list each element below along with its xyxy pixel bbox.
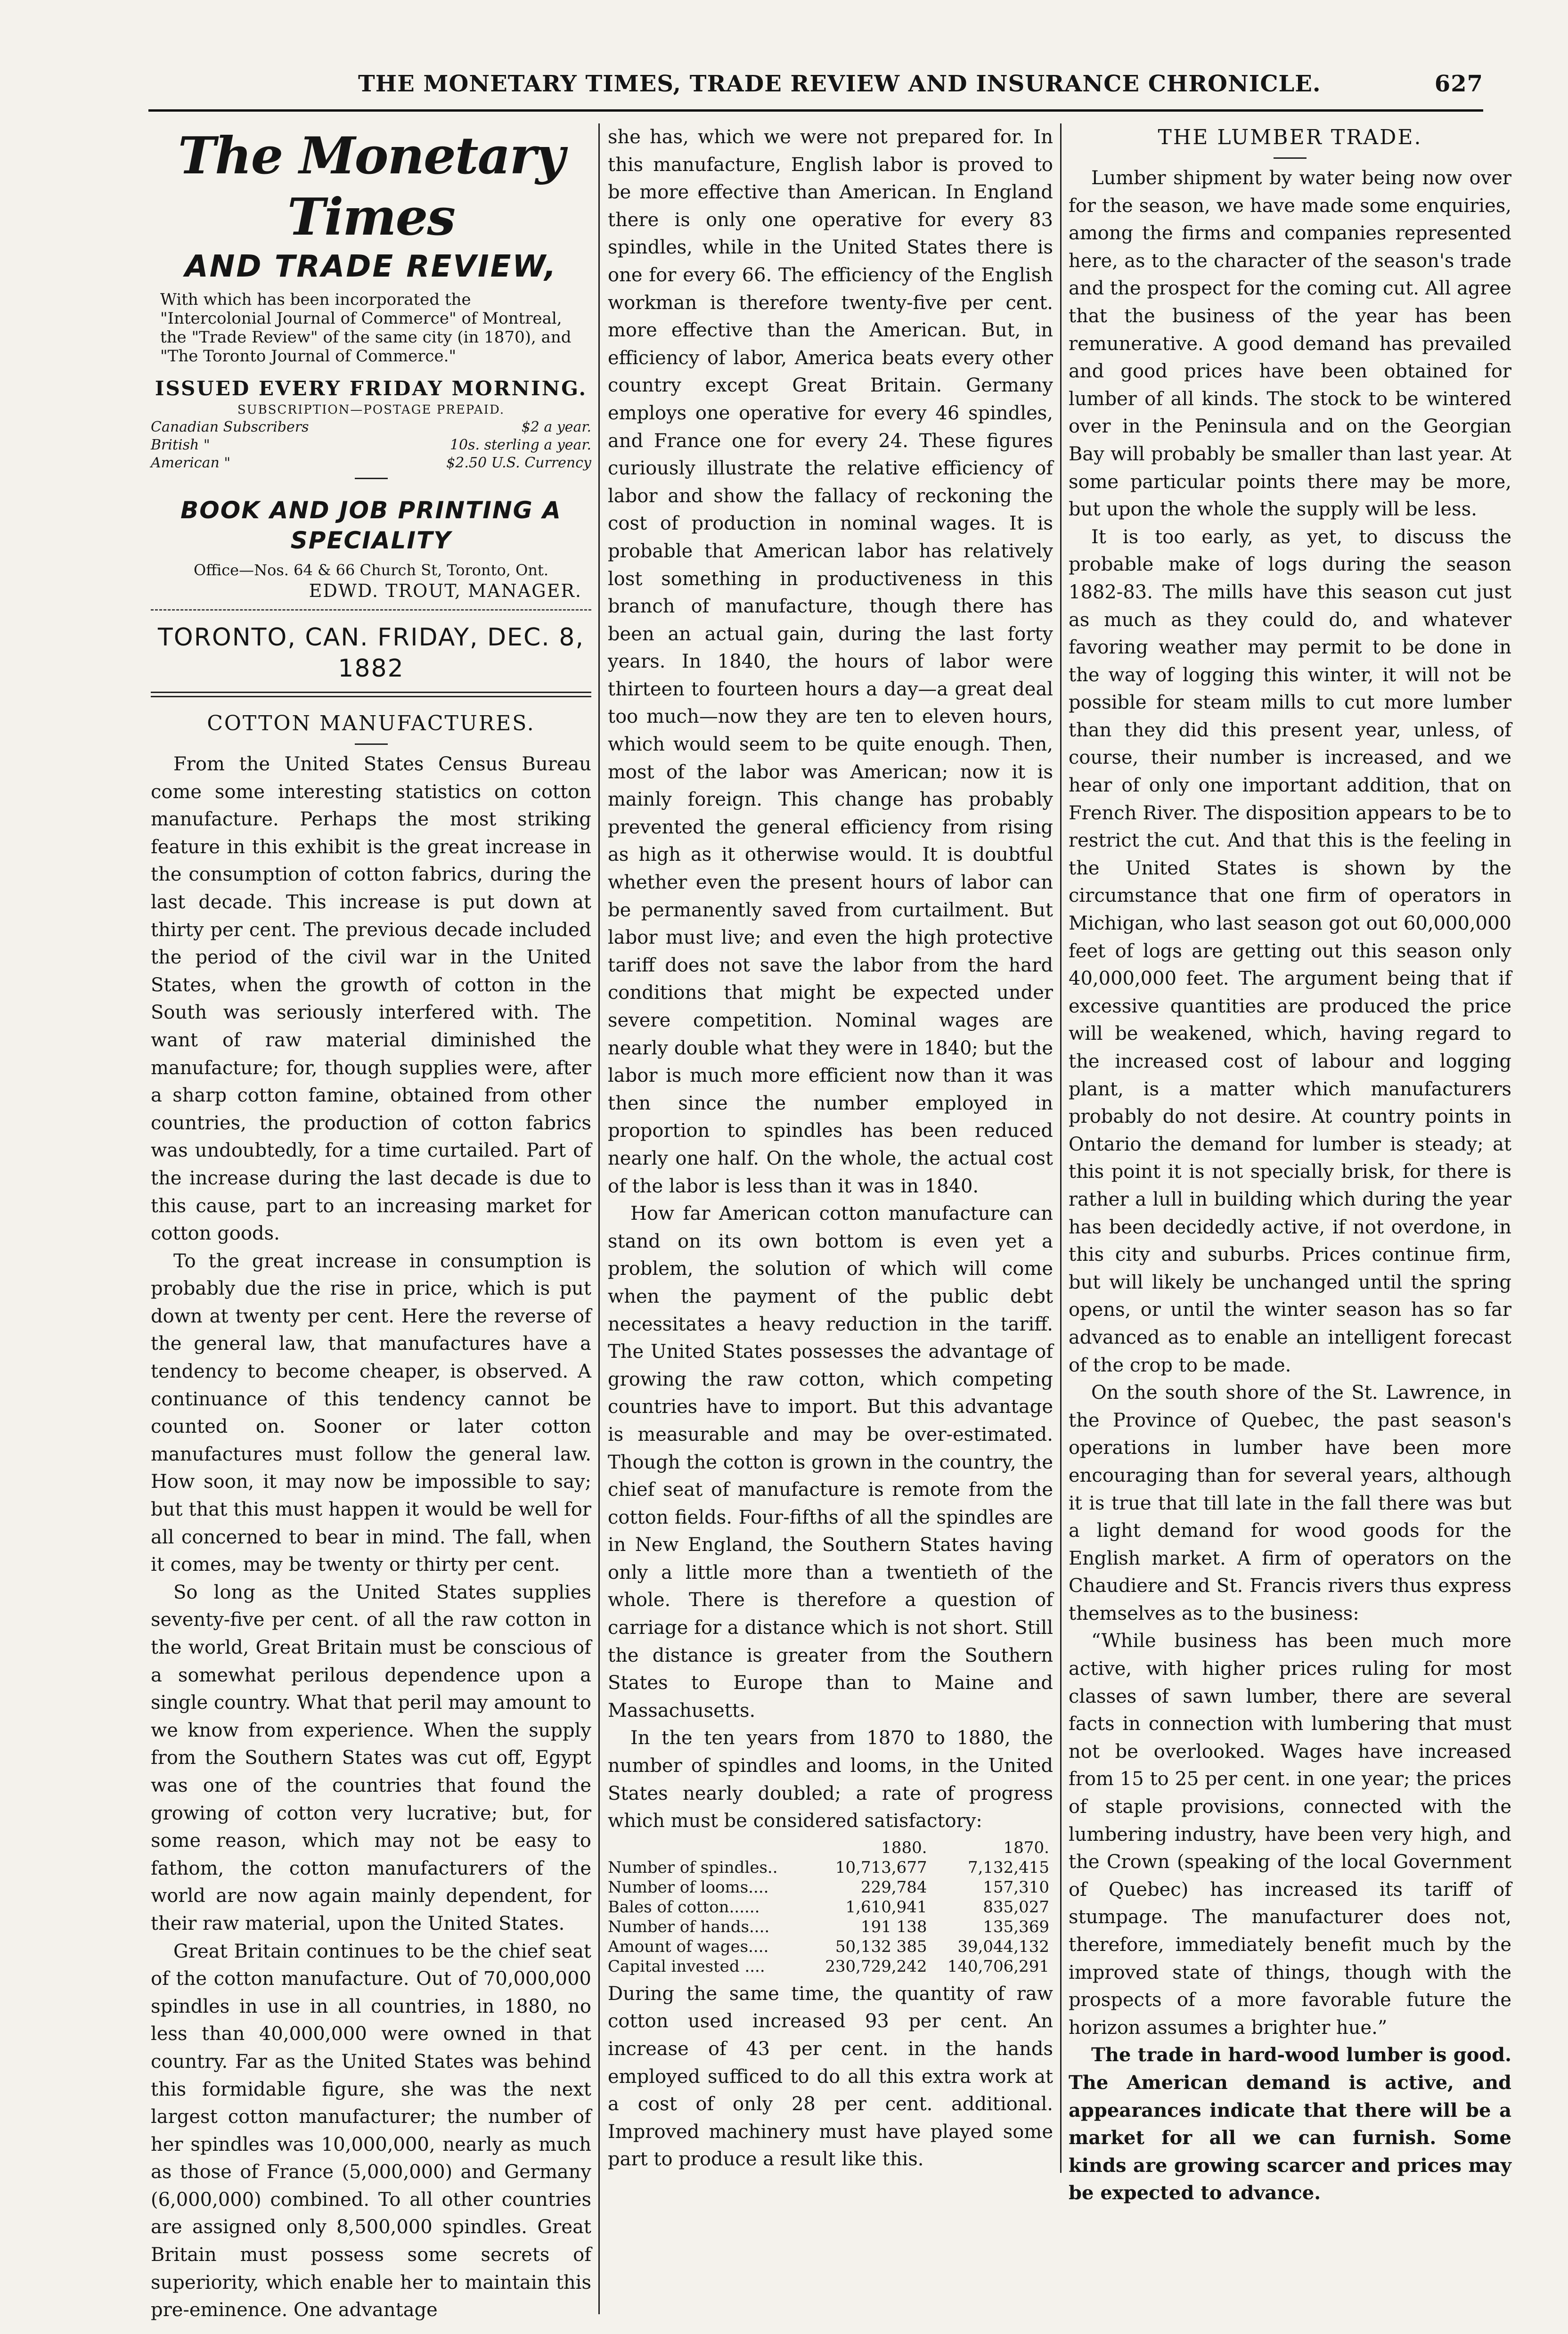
column-rule-2 xyxy=(1060,123,1062,2173)
cotton-closing-paragraph: During the same time, the quantity of raw cotton used increased 93 per cent. An increase of 43 per cent. in the hands employed sufficed to do all this extra work at a cost of only 28 per cent. additional. Improved machinery must have played some part to produce a result like this. xyxy=(608,1983,1053,2171)
rate-row xyxy=(151,454,591,472)
value-1870: 157,310 xyxy=(983,1877,1049,1897)
manager-name: EDWD. TROUT, MANAGER. xyxy=(309,580,582,601)
lumber-heading: THE LUMBER TRADE. xyxy=(1158,125,1422,149)
value-1870: 835,027 xyxy=(983,1897,1049,1917)
rate-price: 10s. sterling a year. xyxy=(449,437,591,453)
table-row xyxy=(608,1877,1053,1897)
rate-label: American " xyxy=(151,455,231,471)
column-2 xyxy=(608,123,1053,2296)
value-1870: 7,132,415 xyxy=(967,1858,1049,1877)
column-3 xyxy=(1069,123,1511,2296)
dateline: TORONTO, CAN. FRIDAY, DEC. 8, 1882 xyxy=(158,623,584,683)
lumber-paragraph: It is too early, as yet, to discuss the probable make of logs during the season 1882-83. The mills have this season cut just as much as they could do, and whatever favoring weather may permit to be done in the way of logging this winter, it will not be possible for steam mills to cut more lumber than they did this present year, unless, of course, their number is increased, and we hear of only one important addition, that on French River. The disposition appears to be to restrict the cut. And that this is the feeling in the United States is shown by the circumstance that one firm of operators in Michigan, who last season got out 60,000,000 feet of logs are getting out this season only 40,000,000 feet. The argument being that if excessive quantities are produced the price will be weakened, which, having regard to the increased cost of labour and logging plant, is a matter which manufacturers probably do not desire. At country points in Ontario the demand for lumber is steady; at this point it is not specially brisk, for there is rather a lull in building which during the year has been decidedly active, if not overdone, in this city and suburbs. Prices continue firm, but will likely be unchanged until the spring opens, or until the winter season has so far advanced as to enable an intelligent forecast of the crop to be made. xyxy=(1069,526,1511,1376)
value-1880: 1,610,941 xyxy=(845,1897,927,1917)
row-label: Bales of cotton...... xyxy=(608,1897,760,1917)
cotton-paragraph: Great Britain continues to be the chief seat of the cotton manufacture. Out of 70,000,000 spindles in use in all countries, in 1880, no less than 40,000,000 were owned in that country. Far as the United States was behind this formidable figure, she was the next largest cotton manufacturer; the number of her spindles was 10,000,000, nearly as much as those of France (5,000,000) and Germany (6,000,000) combined. To all other countries are assigned only 8,500,000 spindles. Great Britain must possess some secrets of superiority, which enable her to maintain this pre-eminence. One advantage xyxy=(151,1940,591,2321)
rate-row xyxy=(151,436,591,454)
row-label: Amount of wages.... xyxy=(608,1937,769,1956)
table-row xyxy=(608,1917,1053,1937)
rate-price: $2.50 U.S. Currency xyxy=(446,455,591,471)
value-1880: 10,713,677 xyxy=(835,1858,927,1877)
column-rule-1 xyxy=(598,123,600,2314)
table-header-row xyxy=(608,1838,1053,1858)
value-1870: 135,369 xyxy=(983,1917,1049,1936)
cotton-paragraph: In the ten years from 1870 to 1880, the number of spindles and looms, in the United States nearly doubled; a rate of progress which must be considered satisfactory: xyxy=(608,1727,1053,1832)
table-row xyxy=(608,1957,1053,1976)
short-rule xyxy=(355,478,388,479)
table-row xyxy=(608,1858,1053,1877)
value-1880: 230,729,242 xyxy=(825,1957,927,1976)
rate-label: British " xyxy=(151,437,210,453)
cotton-statistics-table xyxy=(608,1838,1053,1976)
cotton-paragraph: So long as the United States supplies seventy-five per cent. of all the raw cotton in the world, Great Britain must be conscious of a somewhat perilous dependence upon a single country. What that peril may amount to we know from experience. When the supply from the Southern States was cut off, Egypt was one of the countries that found the growing of cotton very lucrative; but, for some reason, which may not be easy to fathom, the cotton manufacturers of the world are now again mainly dependent, for their raw material, upon the United States. xyxy=(151,1581,591,1934)
double-rule xyxy=(151,692,591,697)
value-1870: 39,044,132 xyxy=(957,1937,1049,1956)
lumber-paragraph: The trade in hard-wood lumber is good. The American demand is active, and appearances indicate that there will be a market for all we can furnish. Some kinds are growing scarcer and prices may be expected to advance. xyxy=(1069,2044,1511,2204)
subscription-heading: SUBSCRIPTION—POSTAGE PREPAID. xyxy=(237,403,505,417)
office-address: Office—Nos. 64 & 66 Church St, Toronto, Ont. xyxy=(194,561,548,579)
rate-price: $2 a year. xyxy=(521,419,591,435)
row-label: Capital invested .... xyxy=(608,1957,765,1976)
lumber-paragraph: Lumber shipment by water being now over for the season, we have made some enquiries, among the firms and companies represented here, as to the character of the season's trade and the prospect for the coming cut. All agree that the business of the year has been remunerative. A good demand has prevailed and good prices have been obtained for lumber of all kinds. The stock to be wintered over in the Peninsula and on the Georgian Bay will probably be smaller than last year. At some particular points there may be more, but upon the whole the supply will be less. xyxy=(1069,167,1511,521)
table-row xyxy=(608,1937,1053,1957)
lumber-paragraph: On the south shore of the St. Lawrence, in the Province of Quebec, the past season's operations in lumber have been more encouraging than for several years, although it is true that till late in the fall there was but a light demand for wood goods for the English market. A firm of operators on the Chaudiere and St. Francis rivers thus express themselves as to the business: xyxy=(1069,1382,1511,1624)
row-label: Number of spindles.. xyxy=(608,1858,778,1877)
value-1880: 191 138 xyxy=(860,1917,927,1936)
masthead-title: The Monetary Times xyxy=(178,126,564,247)
cotton-paragraph: she has, which we were not prepared for. In this manufacture, English labor is proved to be more effective than American. In England there is only one operative for every 83 spindles, while in the United States there is one for every 66. The efficiency of the English workman is therefore twenty-five per cent. more effective than the American. But, in efficiency of labor, America beats every other country except Great Britain. Germany employs one operative for every 46 spindles, and France one for every 24. These figures curiously illustrate the relative efficiency of labor and show the fallacy of reckoning the cost of production in nominal wages. It is probable that American labor has relatively lost something in productiveness in this branch of manufacture, though there has been an actual gain, during the last forty years. In 1840, the hours of labor were thirteen to fourteen hours a day—a great deal too much—now they are ten to eleven hours, which would seem to be quite enough. Then, most of the labor was American; now it is mainly foreign. This change has probably prevented the general efficiency from rising as high as it otherwise would. It is doubtful whether even the present hours of labor can be permanently saved from curtailment. But labor must live; and even the high protective tariff does not save the labor from the hard conditions that might be expected under severe competition. Nominal wages are nearly double what they were in 1840; but the labor is much more efficient now than it was then since the number employed in proportion to spindles has been reduced nearly one half. On the whole, the actual cost of the labor is less than it was in 1840. xyxy=(608,126,1053,1197)
short-rule xyxy=(1274,157,1307,159)
incorporation-note: With which has been incorporated the "Intercolonial Journal of Commerce" of Montreal, the "Trade Review" of the same city (in 1870), and "The Toronto Journal of Commerce." xyxy=(160,290,572,366)
cotton-heading: COTTON MANUFACTURES. xyxy=(207,711,535,735)
column-header-1870: 1870. xyxy=(1003,1838,1049,1857)
header-rule xyxy=(148,109,1483,112)
row-label: Number of hands.... xyxy=(608,1917,770,1936)
cotton-paragraph: From the United States Census Bureau come some interesting statistics on cotton manufacture. Perhaps the most striking feature in this exhibit is the great increase in the consumption of cotton fabrics, during the last decade. This increase is put down at thirty per cent. The previous decade included the period of the civil war in the United States, when the growth of cotton in the South was seriously interfered with. The want of raw material diminished the manufacture; for, though supplies were, after a sharp cotton famine, obtained from other countries, the production of cotton fabrics was undoubtedly, for a time curtailed. Part of the increase during the last decade is due to this cause, part to an increasing market for cotton goods. xyxy=(151,753,591,1245)
value-1870: 140,706,291 xyxy=(947,1957,1049,1976)
cotton-paragraph: How far American cotton manufacture can stand on its own bottom is even yet a problem, the solution of which will come when the payment of the public debt necessitates a heavy reduction in the tariff. The United States possesses the advantage of growing the raw cotton, which competing countries have to import. But this advantage is measurable and may be over-estimated. Though the cotton is grown in the country, the chief seat of manufacture is remote from the cotton fields. Four-fifths of all the spindles are in New England, the Southern States having only a little more than a twentieth of the whole. There is therefore a question of carriage for a distance which is not short. Still the distance is greater from the Southern States to Europe than to Maine and Massachusetts. xyxy=(608,1203,1053,1722)
subscription-rates xyxy=(151,418,591,472)
table-row xyxy=(608,1897,1053,1917)
value-1880: 229,784 xyxy=(860,1877,927,1897)
rate-label: Canadian Subscribers xyxy=(151,419,309,435)
running-head-title: THE MONETARY TIMES, TRADE REVIEW AND INSURANCE CHRONICLE. xyxy=(358,71,1321,97)
lumber-quote: “While business has been much more active, with higher prices ruling for most classes of sawn lumber, there are several facts in connection with lumbering that must not be overlooked. Wages have increased from 15 to 25 per cent. in one year; the prices of staple provisions, connected with the lumbering industry, have been very high, and the Crown (speaking of the local Government of Quebec) has increased its tariff of stumpage. The manufacturer does not, therefore, immediately benefit much by the improved state of things, though with the prospects of a more favorable future the horizon assumes a brighter hue.” xyxy=(1069,1630,1511,2039)
book-job-printing: BOOK AND JOB PRINTING A SPECIALITY xyxy=(180,497,562,554)
row-label: Number of looms.... xyxy=(608,1877,769,1897)
column-header-1880: 1880. xyxy=(881,1838,927,1857)
dotted-rule xyxy=(151,609,591,611)
issued-line: ISSUED EVERY FRIDAY MORNING. xyxy=(155,377,588,400)
short-rule xyxy=(355,743,388,745)
value-1880: 50,132 385 xyxy=(835,1937,927,1956)
masthead-subtitle: AND TRADE REVIEW, xyxy=(185,249,557,284)
cotton-paragraph: To the great increase in consumption is probably due the rise in price, which is put down at twenty per cent. Here the reverse of the general law, that manufactures have a tendency to become cheaper, is observed. A continuance of this tendency cannot be counted on. Sooner or later cotton manufactures must follow the general law. How soon, it may now be impossible to say; but that this must happen it would be well for all concerned to bear in mind. The fall, when it comes, may be twenty or thirty per cent. xyxy=(151,1250,591,1576)
column-1 xyxy=(151,123,591,2321)
rate-row xyxy=(151,418,591,436)
page-number: 627 xyxy=(1434,71,1483,97)
